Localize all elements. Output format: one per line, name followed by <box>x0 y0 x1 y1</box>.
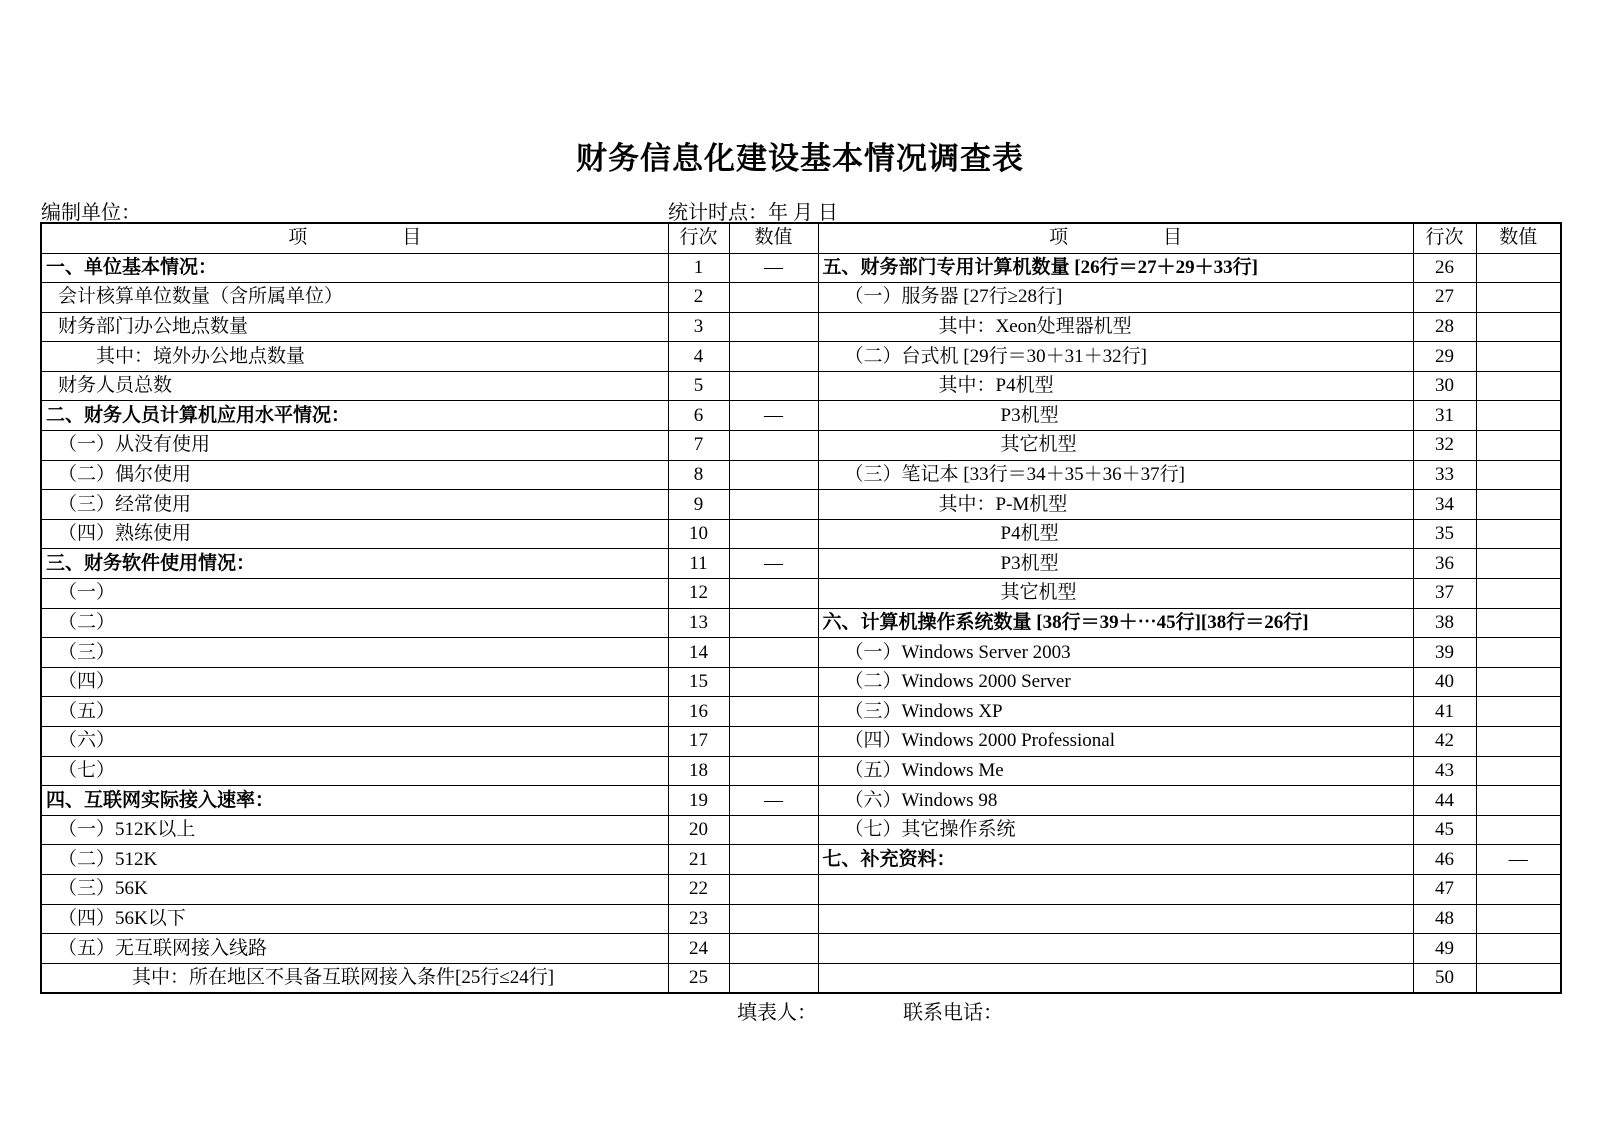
row-no-cell: 44 <box>1413 786 1476 816</box>
row-no-cell: 14 <box>668 638 729 668</box>
value-cell <box>1476 727 1561 757</box>
item-cell: 三、财务软件使用情况： <box>41 549 668 579</box>
value-cell <box>1476 460 1561 490</box>
row-no-cell: 45 <box>1413 815 1476 845</box>
table-row <box>41 490 1561 520</box>
item-cell: 七、补充资料： <box>818 845 1413 875</box>
value-cell <box>1476 786 1561 816</box>
column-header-rowno-left: 行次 <box>668 223 729 253</box>
value-cell <box>729 756 818 786</box>
row-no-cell: 22 <box>668 874 729 904</box>
row-no-cell: 18 <box>668 756 729 786</box>
item-cell: （二）Windows 2000 Server <box>818 667 1413 697</box>
row-no-cell: 23 <box>668 904 729 934</box>
row-no-cell: 11 <box>668 549 729 579</box>
row-no-cell: 41 <box>1413 697 1476 727</box>
value-cell <box>729 579 818 609</box>
item-cell: （一）服务器 [27行≥28行] <box>818 283 1413 313</box>
table-row <box>41 401 1561 431</box>
item-cell: P4机型 <box>818 519 1413 549</box>
row-no-cell: 42 <box>1413 727 1476 757</box>
table-row <box>41 283 1561 313</box>
row-no-cell: 28 <box>1413 312 1476 342</box>
item-cell: （五）Windows Me <box>818 756 1413 786</box>
row-no-cell: 8 <box>668 460 729 490</box>
value-cell <box>729 490 818 520</box>
item-cell: （一）512K以上 <box>41 815 668 845</box>
item-cell: 其中：P4机型 <box>818 371 1413 401</box>
row-no-cell: 38 <box>1413 608 1476 638</box>
table-row <box>41 727 1561 757</box>
row-no-cell: 6 <box>668 401 729 431</box>
row-no-cell: 49 <box>1413 934 1476 964</box>
row-no-cell: 48 <box>1413 904 1476 934</box>
item-cell <box>818 874 1413 904</box>
row-no-cell: 1 <box>668 253 729 283</box>
table-row <box>41 638 1561 668</box>
table-row <box>41 697 1561 727</box>
table-row <box>41 342 1561 372</box>
row-no-cell: 25 <box>668 963 729 993</box>
table-row <box>41 579 1561 609</box>
item-cell: 其中：所在地区不具备互联网接入条件[25行≤24行] <box>41 963 668 993</box>
item-cell: 其中：Xeon处理器机型 <box>818 312 1413 342</box>
value-cell <box>729 697 818 727</box>
item-cell: （四）Windows 2000 Professional <box>818 727 1413 757</box>
table-row <box>41 786 1561 816</box>
table-row <box>41 431 1561 461</box>
value-cell: — <box>1476 845 1561 875</box>
row-no-cell: 13 <box>668 608 729 638</box>
table-row <box>41 312 1561 342</box>
item-cell: （一） <box>41 579 668 609</box>
value-cell <box>729 815 818 845</box>
value-cell <box>729 727 818 757</box>
item-cell: （三）Windows XP <box>818 697 1413 727</box>
item-cell: （七）其它操作系统 <box>818 815 1413 845</box>
row-no-cell: 40 <box>1413 667 1476 697</box>
value-cell <box>729 431 818 461</box>
row-no-cell: 46 <box>1413 845 1476 875</box>
item-cell: （五） <box>41 697 668 727</box>
item-cell: （四）56K以下 <box>41 904 668 934</box>
item-cell: P3机型 <box>818 401 1413 431</box>
value-cell <box>729 519 818 549</box>
row-no-cell: 37 <box>1413 579 1476 609</box>
table-row <box>41 756 1561 786</box>
row-no-cell: 19 <box>668 786 729 816</box>
row-no-cell: 21 <box>668 845 729 875</box>
row-no-cell: 36 <box>1413 549 1476 579</box>
item-cell: （七） <box>41 756 668 786</box>
value-cell <box>729 460 818 490</box>
value-cell <box>1476 638 1561 668</box>
survey-table <box>40 222 1562 994</box>
item-cell: （四）熟练使用 <box>41 519 668 549</box>
item-cell: （二） <box>41 608 668 638</box>
value-cell: — <box>729 401 818 431</box>
value-cell <box>1476 667 1561 697</box>
table-row <box>41 934 1561 964</box>
item-cell: （一）从没有使用 <box>41 431 668 461</box>
item-cell: （三）56K <box>41 874 668 904</box>
item-cell: P3机型 <box>818 549 1413 579</box>
item-cell: 会计核算单位数量（含所属单位） <box>41 283 668 313</box>
row-no-cell: 24 <box>668 934 729 964</box>
item-cell: 财务部门办公地点数量 <box>41 312 668 342</box>
row-no-cell: 33 <box>1413 460 1476 490</box>
item-cell: 财务人员总数 <box>41 371 668 401</box>
row-no-cell: 39 <box>1413 638 1476 668</box>
value-cell <box>1476 283 1561 313</box>
value-cell <box>1476 815 1561 845</box>
value-cell <box>1476 756 1561 786</box>
value-cell <box>1476 549 1561 579</box>
item-cell: 其中：境外办公地点数量 <box>41 342 668 372</box>
value-cell <box>729 845 818 875</box>
row-no-cell: 34 <box>1413 490 1476 520</box>
table-row <box>41 519 1561 549</box>
item-cell <box>818 963 1413 993</box>
item-cell: （二）偶尔使用 <box>41 460 668 490</box>
table-row <box>41 874 1561 904</box>
value-cell <box>729 874 818 904</box>
item-cell: 其中：P-M机型 <box>818 490 1413 520</box>
table-row <box>41 608 1561 638</box>
value-cell <box>1476 608 1561 638</box>
table-row <box>41 371 1561 401</box>
value-cell: — <box>729 549 818 579</box>
value-cell: — <box>729 253 818 283</box>
column-header-rowno-right: 行次 <box>1413 223 1476 253</box>
value-cell <box>1476 519 1561 549</box>
column-header-item-right: 项 目 <box>818 223 1413 253</box>
row-no-cell: 50 <box>1413 963 1476 993</box>
value-cell <box>729 371 818 401</box>
value-cell: — <box>729 786 818 816</box>
row-no-cell: 30 <box>1413 371 1476 401</box>
column-header-value-left: 数值 <box>729 223 818 253</box>
column-header-item-left: 项 目 <box>41 223 668 253</box>
form-filler-label: 填表人： <box>737 1002 817 1024</box>
value-cell <box>729 934 818 964</box>
value-cell <box>1476 904 1561 934</box>
row-no-cell: 5 <box>668 371 729 401</box>
value-cell <box>729 963 818 993</box>
item-cell: 二、财务人员计算机应用水平情况： <box>41 401 668 431</box>
item-cell: 五、财务部门专用计算机数量 [26行＝27＋29＋33行] <box>818 253 1413 283</box>
value-cell <box>1476 342 1561 372</box>
value-cell <box>1476 697 1561 727</box>
row-no-cell: 9 <box>668 490 729 520</box>
item-cell: 一、单位基本情况： <box>41 253 668 283</box>
row-no-cell: 15 <box>668 667 729 697</box>
row-no-cell: 43 <box>1413 756 1476 786</box>
value-cell <box>1476 579 1561 609</box>
stat-time-label: 统计时点：年 月 日 <box>668 202 838 224</box>
item-cell: 其它机型 <box>818 579 1413 609</box>
item-cell: 六、计算机操作系统数量 [38行＝39＋⋯45行][38行＝26行] <box>818 608 1413 638</box>
row-no-cell: 27 <box>1413 283 1476 313</box>
row-no-cell: 7 <box>668 431 729 461</box>
table-row <box>41 549 1561 579</box>
row-no-cell: 10 <box>668 519 729 549</box>
table-header-row <box>41 223 1561 253</box>
prepared-by-label: 编制单位： <box>41 202 141 224</box>
table-row <box>41 815 1561 845</box>
row-no-cell: 3 <box>668 312 729 342</box>
table-row <box>41 963 1561 993</box>
value-cell <box>1476 431 1561 461</box>
row-no-cell: 12 <box>668 579 729 609</box>
item-cell: （二）512K <box>41 845 668 875</box>
value-cell <box>1476 934 1561 964</box>
item-cell: （五）无互联网接入线路 <box>41 934 668 964</box>
item-cell <box>818 934 1413 964</box>
row-no-cell: 32 <box>1413 431 1476 461</box>
item-cell: 其它机型 <box>818 431 1413 461</box>
table-row <box>41 667 1561 697</box>
row-no-cell: 31 <box>1413 401 1476 431</box>
item-cell: 四、互联网实际接入速率： <box>41 786 668 816</box>
value-cell <box>729 312 818 342</box>
item-cell: （六） <box>41 727 668 757</box>
table-row <box>41 253 1561 283</box>
value-cell <box>729 342 818 372</box>
value-cell <box>1476 874 1561 904</box>
value-cell <box>1476 371 1561 401</box>
value-cell <box>1476 963 1561 993</box>
value-cell <box>1476 401 1561 431</box>
item-cell: （三）笔记本 [33行＝34＋35＋36＋37行] <box>818 460 1413 490</box>
item-cell: （六）Windows 98 <box>818 786 1413 816</box>
value-cell <box>1476 253 1561 283</box>
table-row <box>41 460 1561 490</box>
row-no-cell: 20 <box>668 815 729 845</box>
row-no-cell: 16 <box>668 697 729 727</box>
value-cell <box>729 283 818 313</box>
item-cell: （三）经常使用 <box>41 490 668 520</box>
row-no-cell: 29 <box>1413 342 1476 372</box>
item-cell <box>818 904 1413 934</box>
value-cell <box>729 638 818 668</box>
value-cell <box>729 667 818 697</box>
page-title: 财务信息化建设基本情况调查表 <box>576 141 1024 176</box>
value-cell <box>729 608 818 638</box>
column-header-value-right: 数值 <box>1476 223 1561 253</box>
contact-phone-label: 联系电话： <box>903 1002 1003 1024</box>
item-cell: （一）Windows Server 2003 <box>818 638 1413 668</box>
item-cell: （四） <box>41 667 668 697</box>
value-cell <box>729 904 818 934</box>
item-cell: （三） <box>41 638 668 668</box>
row-no-cell: 35 <box>1413 519 1476 549</box>
item-cell: （二）台式机 [29行＝30＋31＋32行] <box>818 342 1413 372</box>
table-row <box>41 845 1561 875</box>
table-row <box>41 904 1561 934</box>
row-no-cell: 26 <box>1413 253 1476 283</box>
row-no-cell: 4 <box>668 342 729 372</box>
row-no-cell: 47 <box>1413 874 1476 904</box>
value-cell <box>1476 490 1561 520</box>
value-cell <box>1476 312 1561 342</box>
row-no-cell: 2 <box>668 283 729 313</box>
row-no-cell: 17 <box>668 727 729 757</box>
